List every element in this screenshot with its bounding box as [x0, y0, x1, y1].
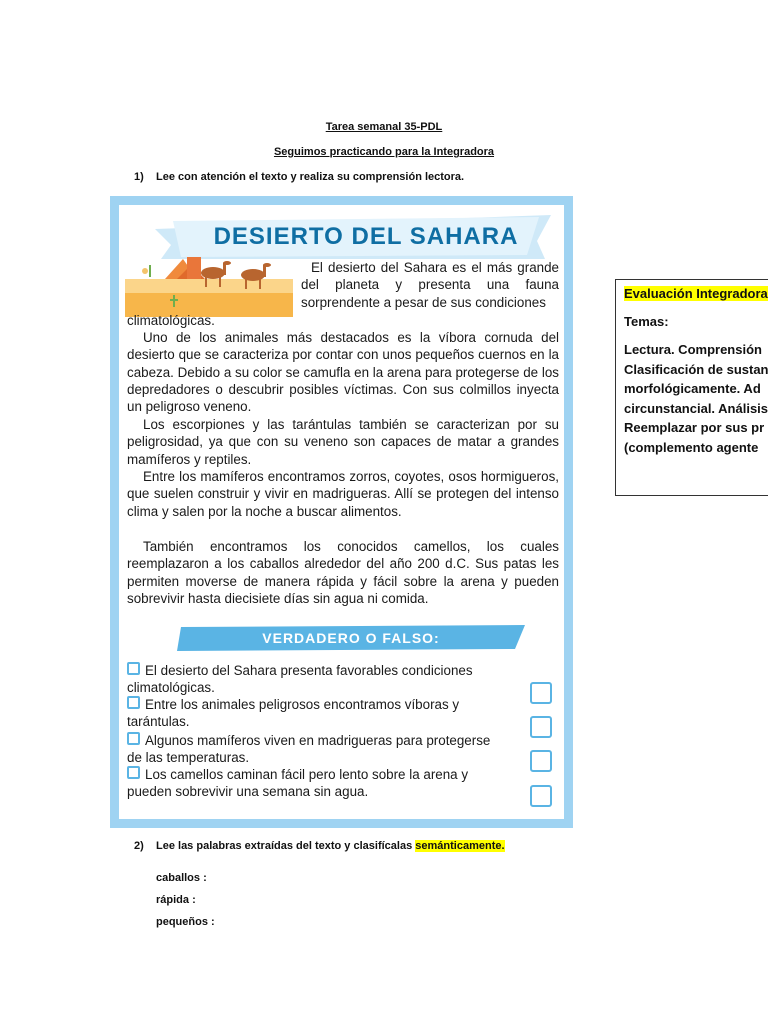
- question-2-text: Lee las palabras extraídas del texto y clasifícalas semánticamente.: [156, 840, 505, 852]
- intro-paragraph-end: climatológicas.: [127, 313, 215, 328]
- answer-checkbox-1[interactable]: [530, 682, 552, 704]
- paragraph-camellos: También encontramos los conocidos camellos, los cuales reemplazaron a los caballos alrededor del año 200 d.C. Sus patas les permiten moverse de manera rápida y fácil sobre la arena y pueden sobrevivir hasta diecisiete días sin agua ni comida.: [127, 539, 559, 606]
- evaluation-topic-line: morfológicamente. Ad: [624, 381, 761, 396]
- paragraph-mamiferos: Entre los mamíferos encontramos zorros, coyotes, osos hormigueros, que suelen construir y vivir en madrigueras. Allí se protegen del intenso clima y salen por la noche a buscar alimentos.: [127, 469, 559, 519]
- answer-checkbox-2[interactable]: [530, 716, 552, 738]
- bullet-checkbox-icon: [127, 766, 140, 779]
- paragraph-vibora: Uno de los animales más destacados es la víbora cornuda del desierto que se caracteriza por contar con unos pequeños cuernos en la cabeza. Debido a su color se camufla en la arena para protegerse de los depredadores o descubrir posibles víctimas. Con sus colmillos inyecta un peligroso veneno.: [127, 330, 559, 415]
- paragraph-escorpiones: Los escorpiones y las tarántulas también se caracterizan por su peligrosidad, ya que con su veneno son capaces de matar a grandes mamíferos y reptiles.: [127, 417, 559, 467]
- highlighted-word: semánticamente.: [415, 840, 505, 852]
- reading-card: [110, 196, 573, 828]
- bullet-checkbox-icon: [127, 662, 140, 675]
- reading-card-inner: [119, 205, 564, 819]
- evaluation-topic-line: Lectura. Comprensión: [624, 342, 762, 357]
- question-1-number: 1): [134, 171, 144, 183]
- desert-camels-illustration: [125, 251, 293, 317]
- evaluation-box: [615, 279, 768, 496]
- bullet-checkbox-icon: [127, 696, 140, 709]
- evaluation-topic-line: (complemento agente: [624, 439, 759, 455]
- true-false-title: VERDADERO O FALSO:: [262, 630, 440, 646]
- answer-checkbox-3[interactable]: [530, 750, 552, 772]
- answer-checkbox-4[interactable]: [530, 785, 552, 807]
- evaluation-title: Evaluación Integradora: [624, 286, 768, 301]
- question-2-number: 2): [134, 840, 144, 852]
- true-false-item: Algunos mamíferos viven en madrigueras para protegerse de las temperaturas.: [127, 733, 491, 766]
- evaluation-topic-line: circunstancial. Análisis: [624, 400, 768, 416]
- true-false-item: Los camellos caminan fácil pero lento sobre la arena y pueden sobrevivir una semana sin agua.: [127, 767, 469, 800]
- page-subtitle: Seguimos practicando para la Integradora: [273, 146, 495, 158]
- evaluation-topics: [624, 340, 768, 457]
- evaluation-topic-line: Clasificación de sustan: [624, 361, 768, 377]
- word-caballos: caballos :: [156, 872, 207, 884]
- word-rapida: rápida :: [156, 894, 196, 906]
- evaluation-temas-label: Temas:: [624, 314, 669, 329]
- intro-paragraph: El desierto del Sahara es el más grande del planeta y presenta una fauna sorprendente a pesar de sus condiciones: [301, 260, 559, 310]
- bullet-checkbox-icon: [127, 732, 140, 745]
- page-title: Tarea semanal 35-PDL: [325, 121, 443, 133]
- true-false-item: El desierto del Sahara presenta favorables condiciones climatológicas.: [127, 663, 473, 696]
- evaluation-topic-line: Reemplazar por sus pr: [624, 420, 765, 435]
- question-1-text: Lee con atención el texto y realiza su comprensión lectora.: [156, 171, 465, 183]
- true-false-item: Entre los animales peligrosos encontramos víboras y tarántulas.: [127, 697, 460, 730]
- word-pequenos: pequeños :: [156, 916, 215, 928]
- title-banner-text: DESIERTO DEL SAHARA: [213, 223, 519, 250]
